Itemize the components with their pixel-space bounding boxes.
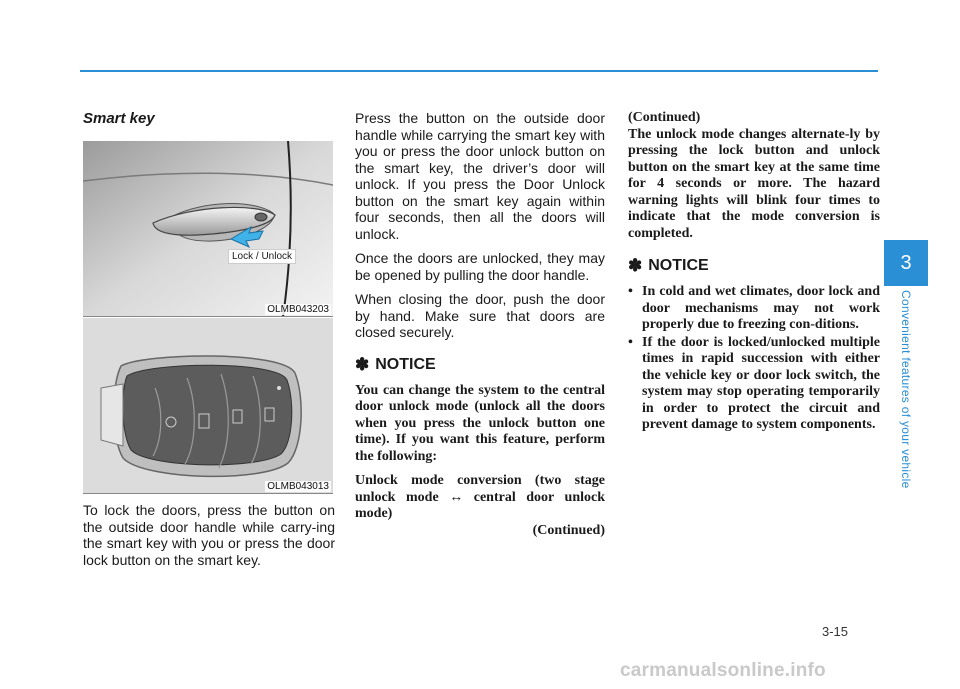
- bullet-icon: •: [628, 334, 633, 350]
- col1-body: [83, 502, 335, 568]
- col2-body: [355, 110, 605, 341]
- col3-paragraph: The unlock mode changes alternate-ly by pressing the lock button and unlock button on the smart key at the same time for 4 seconds or more. The hazard warning lights will blink four times to indicate that the mode conversion is completed.: [628, 126, 880, 241]
- chapter-tab: 3: [884, 240, 928, 286]
- notice-heading-2: [628, 256, 880, 276]
- col2-paragraph-1: Press the button on the outside door handle while carrying the smart key with you or press the door unlock button on the smart key, the driver’s door will unlock. If you press the Door Unlock button on the smart key again within four seconds, then all the doors will unlock.: [355, 110, 605, 242]
- continued-label: (Continued): [532, 522, 605, 538]
- figures: [83, 141, 335, 494]
- section-title: Smart key: [83, 110, 155, 127]
- smart-key-figure: [83, 318, 333, 494]
- col1-paragraph: To lock the doors, press the button on the outside door handle while carry-ing the smart key with you or press the door lock button on the smart key.: [83, 502, 335, 568]
- smart-key-illustration: [83, 318, 333, 494]
- top-rule: [80, 70, 878, 72]
- notice-text: You can change the system to the central door unlock mode (unlock all the doors when you press the unlock button one time). If you want this feature, perform the following:: [355, 382, 605, 464]
- col2-paragraph-3: When closing the door, push the door by hand. Make sure that doors are closed securely.: [355, 291, 605, 340]
- lock-unlock-label: Lock / Unlock: [228, 249, 296, 264]
- notice-bullets: [628, 284, 880, 434]
- watermark: carmanualsonline.info: [620, 660, 826, 681]
- page-number: 3-15: [822, 624, 849, 639]
- notice-title: NOTICE: [648, 257, 709, 274]
- column-right: [628, 110, 880, 435]
- list-item: [628, 284, 880, 334]
- bullet-text: In cold and wet climates, door lock and door mechanisms may not work properly due to freezing con-ditions.: [642, 284, 880, 332]
- notice-heading-1: [355, 355, 605, 375]
- chapter-title: Convenient features of your vehicle: [899, 290, 913, 489]
- bullet-icon: •: [628, 284, 633, 299]
- col3-body: [628, 110, 880, 242]
- continued-heading: (Continued): [628, 110, 701, 125]
- col2-notice-body: [355, 383, 605, 540]
- unlock-mode-text: Unlock mode conversion (two stage unlock mode ↔ central door unlock mode): [355, 473, 605, 521]
- bullet-text: If the door is locked/unlocked multiple times in rapid succession with either the vehicle key or door lock switch, the system may stop operating temporarily in order to protect the circuit and prevent damage to system components.: [642, 334, 880, 432]
- notice-star-icon: ✽: [628, 256, 643, 275]
- door-handle-figure: [83, 141, 333, 317]
- column-middle: [355, 110, 605, 547]
- list-item: [628, 335, 880, 434]
- notice-star-icon: ✽: [355, 354, 370, 374]
- key-figure-code: OLMB043013: [267, 481, 329, 492]
- door-figure-code: OLMB043203: [267, 304, 329, 315]
- chapter-title-vertical: [882, 290, 930, 490]
- column-left: [83, 110, 335, 576]
- door-handle-illustration: [83, 141, 333, 317]
- notice-title: NOTICE: [375, 355, 436, 373]
- col2-paragraph-2: Once the doors are unlocked, they may be opened by pulling the door handle.: [355, 250, 605, 283]
